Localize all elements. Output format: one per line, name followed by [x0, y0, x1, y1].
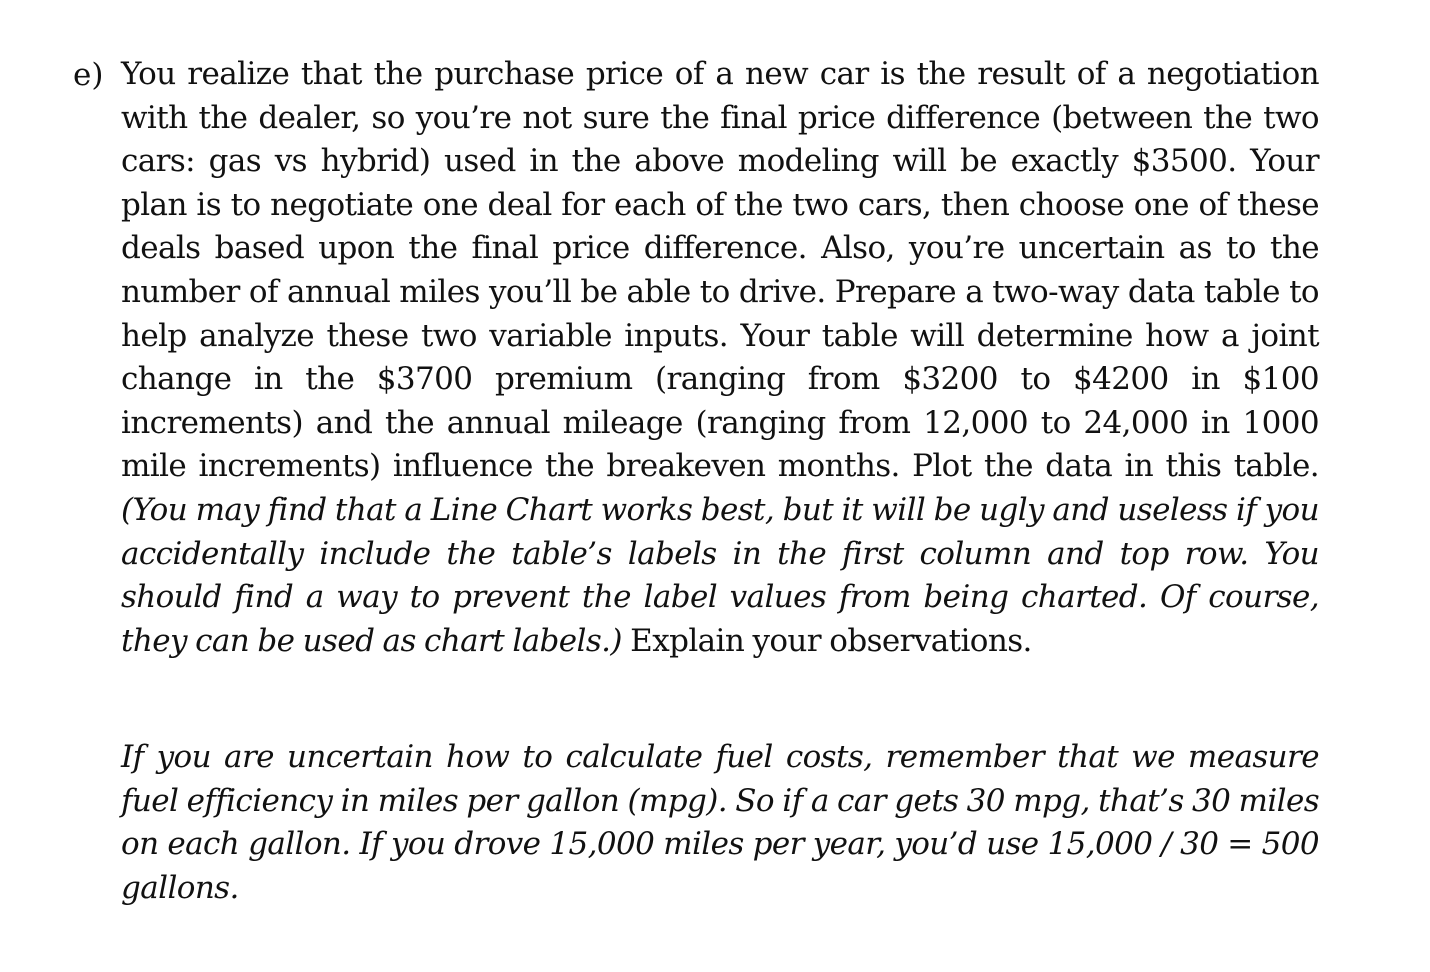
- question-text-part-1: You realize that the purchase price of a new car is the result of a negotiation with the dealer, so you’re not sure the final price difference (between the two cars: gas vs hybrid) used in the above modeling will be exactly $3500. Your plan is to negotiate one deal for each of the two cars, then choose one of these deals based upon the final price difference. Also, you’re uncertain as to the number of annual miles you’ll be able to drive. Prepare a two-way data table to help analyze these two variable inputs. Your table will determine how a joint change in the $3700 premium (ranging from $3200 to $4200 in $100 increments) and the annual mileage (ranging from 12,000 to 24,000 in 1000 mile increments) influence the breakeven months. Plot the data in this table.: [121, 56, 1319, 485]
- hint-paragraph: If you are uncertain how to calculate fuel costs, remember that we measure fuel efficiency in miles per gallon (mpg). So if a car gets 30 mpg, that’s 30 miles on each gallon. If you drove 15,000 miles per year, you’d use 15,000 / 30 = 500 gallons.: [121, 739, 1319, 906]
- item-marker: e): [73, 57, 104, 93]
- question-italic-note: (You may find that a Line Chart works best, but it will be ugly and useless if you accidentally include the table’s labels in the first column and top row. You should find a way to prevent the label values from being charted. Of course, they can be used as chart labels.): [121, 491, 1319, 659]
- question-paragraph: [121, 53, 1319, 663]
- question-text-part-2: Explain your observations.: [621, 622, 1032, 659]
